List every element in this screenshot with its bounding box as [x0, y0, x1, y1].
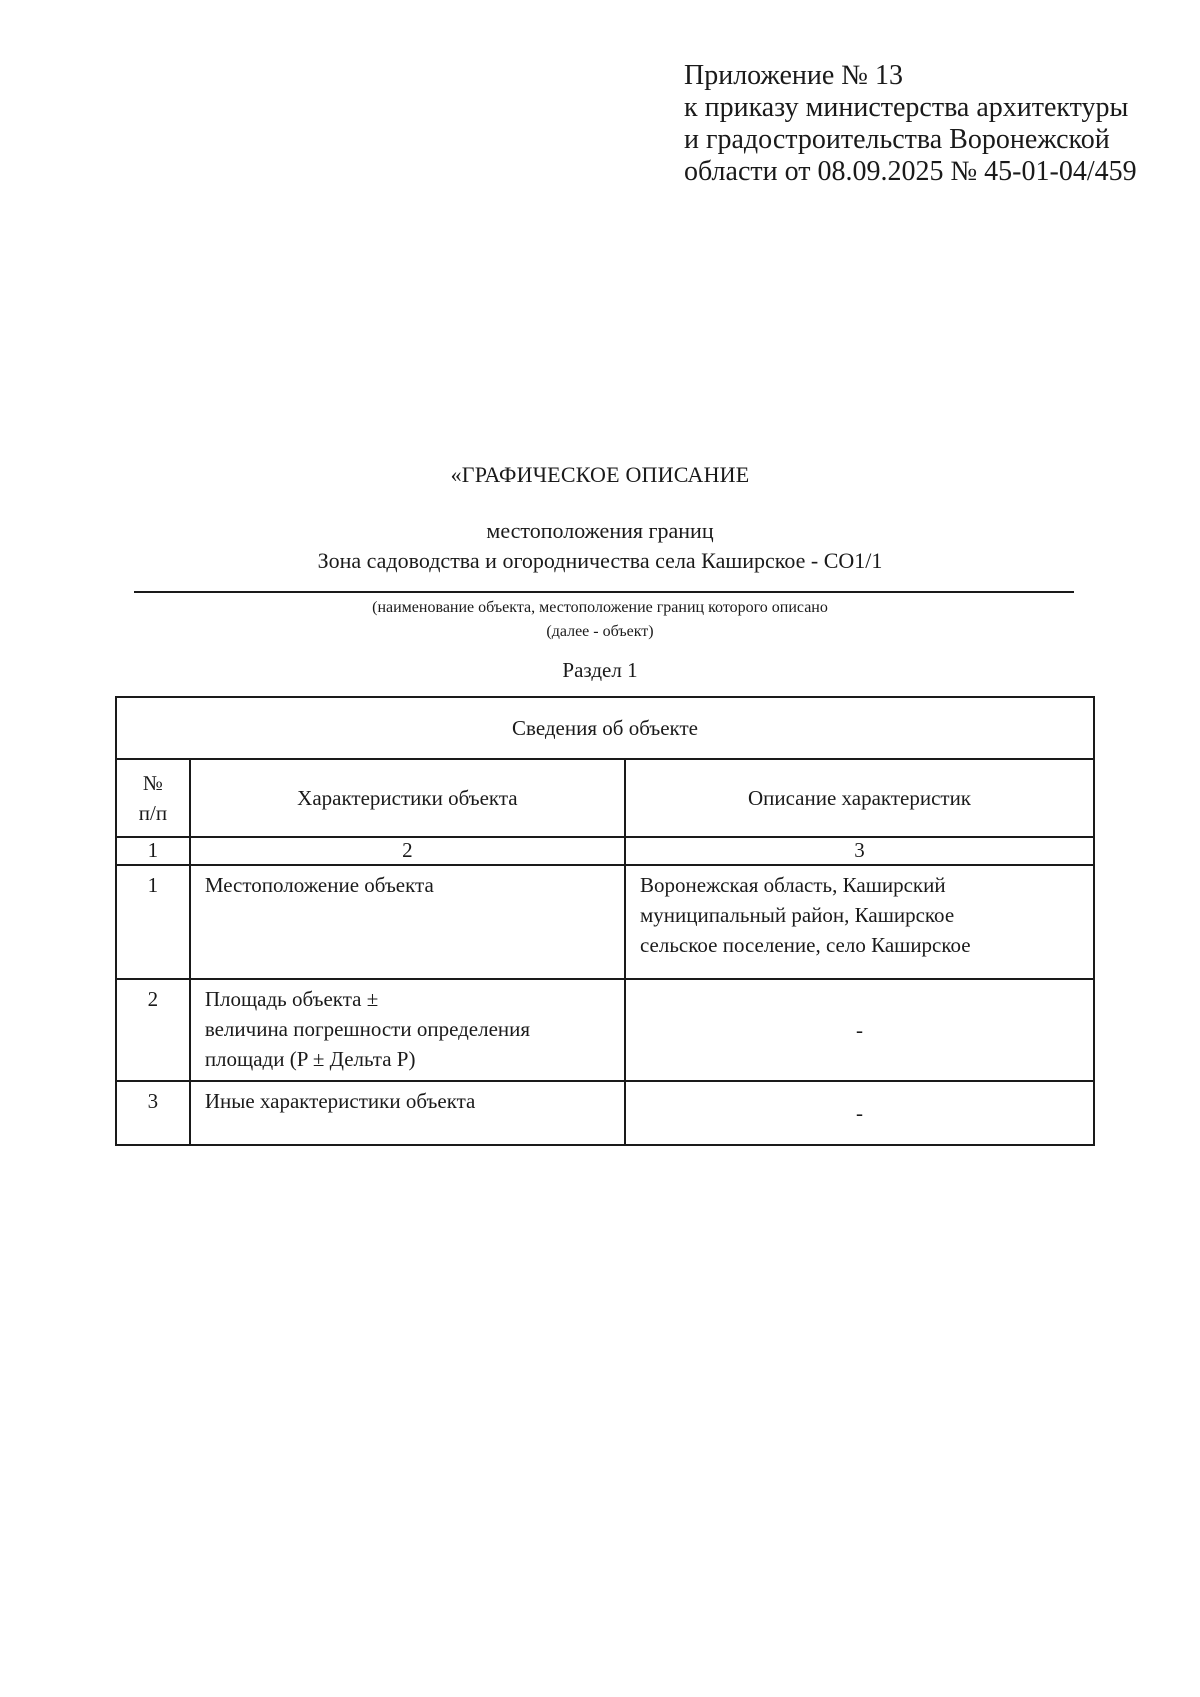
- row-description: -: [625, 1081, 1094, 1145]
- field-caption: [0, 596, 1200, 644]
- appendix-line: к приказу министерства архитектуры: [684, 92, 1129, 123]
- document-title: «ГРАФИЧЕСКОЕ ОПИСАНИЕ: [450, 462, 750, 487]
- object-info-table: [115, 696, 1095, 1146]
- description-line: Воронежская область, Каширский: [639, 873, 946, 897]
- row-description: -: [625, 979, 1094, 1081]
- document-subtitle: [0, 516, 1200, 576]
- header-num-line: п/п: [138, 801, 168, 825]
- row-number: 1: [116, 865, 190, 979]
- subtitle-line: Зона садоводства и огородничества села Каширское - СО1/1: [317, 548, 883, 573]
- characteristic-line: величина погрешности определения: [204, 1017, 531, 1041]
- index-row: [116, 837, 1094, 865]
- characteristic-line: площади (P ± Дельта P): [204, 1047, 416, 1071]
- caption-line: (далее - объект): [546, 623, 654, 640]
- description-line: муниципальный район, Каширское: [639, 903, 955, 927]
- index-cell: 3: [625, 837, 1094, 865]
- row-characteristic: Иные характеристики объекта: [190, 1081, 625, 1145]
- caption-line: (наименование объекта, местоположение границ которого описано: [372, 599, 828, 616]
- appendix-line: и градостроительства Воронежской: [684, 124, 1110, 155]
- table-header-row: [116, 759, 1094, 837]
- description-line: сельское поселение, село Каширское: [639, 933, 971, 957]
- table-title-row: [116, 697, 1094, 759]
- index-cell: 1: [116, 837, 190, 865]
- underline-rule: [134, 591, 1074, 593]
- row-characteristic: [190, 979, 625, 1081]
- header-characteristics: Характеристики объекта: [190, 759, 625, 837]
- table-title: Сведения об объекте: [116, 697, 1094, 759]
- row-number: 2: [116, 979, 190, 1081]
- subtitle-line: местоположения границ: [486, 518, 714, 543]
- index-cell: 2: [190, 837, 625, 865]
- row-number: 3: [116, 1081, 190, 1145]
- header-num-line: №: [142, 771, 163, 795]
- appendix-line: Приложение № 13: [684, 60, 903, 91]
- table-row: [116, 979, 1094, 1081]
- row-characteristic: Местоположение объекта: [190, 865, 625, 979]
- table-row: [116, 865, 1094, 979]
- appendix-line: области от 08.09.2025 № 45-01-04/459: [684, 156, 1137, 187]
- row-description: [625, 865, 1094, 979]
- section-label: Раздел 1: [562, 658, 638, 682]
- header-num: [116, 759, 190, 837]
- appendix-header: [684, 60, 1164, 188]
- header-description: Описание характеристик: [625, 759, 1094, 837]
- table-row: [116, 1081, 1094, 1145]
- characteristic-line: Площадь объекта ±: [204, 987, 379, 1011]
